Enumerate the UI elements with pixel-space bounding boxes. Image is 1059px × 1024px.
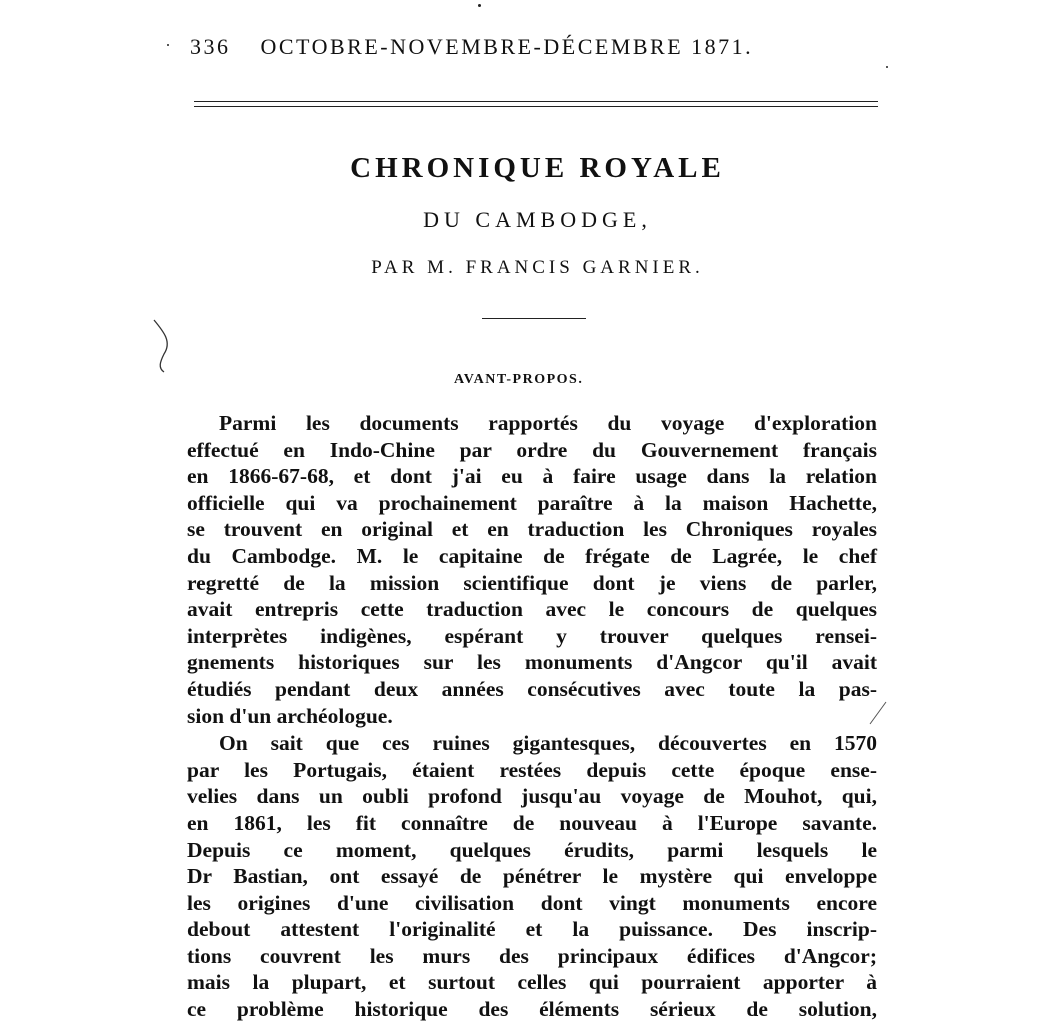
- article-body: [187, 410, 877, 1023]
- text-line: en 1861, les fit connaître de nouveau à l'Europe savante.: [187, 810, 877, 835]
- scan-margin-mark: [866, 700, 888, 726]
- running-title: OCTOBRE-NOVEMBRE-DÉCEMBRE 1871.: [260, 34, 754, 59]
- text-line: gnements historiques sur les monuments d'Angcor qu'il avait: [187, 650, 877, 675]
- text-line: Dr Bastian, ont essayé de pénétrer le mystère qui enveloppe: [187, 864, 877, 889]
- text-line: par les Portugais, étaient restées depuis cette époque ense-: [187, 757, 877, 782]
- text-line: velies dans un oubli profond jusqu'au voyage de Mouhot, qui,: [187, 784, 877, 809]
- text-line: debout attestent l'originalité et la puissance. Des inscrip-: [187, 917, 877, 942]
- text-line: On sait que ces ruines gigantesques, découvertes en 1570: [219, 731, 877, 756]
- text-line: tions couvrent les murs des principaux édifices d'Angcor;: [187, 943, 877, 968]
- text-line: mais la plupart, et surtout celles qui pourraient apporter à: [187, 970, 877, 995]
- text-line: en 1866-67-68, et dont j'ai eu à faire usage dans la relation: [187, 464, 877, 489]
- running-header: [190, 34, 753, 60]
- text-line: regretté de la mission scientifique dont je viens de parler,: [187, 570, 877, 595]
- text-line: interprètes indigènes, espérant y trouver quelques rensei-: [187, 623, 877, 648]
- text-line: Parmi les documents rapportés du voyage d'exploration: [219, 411, 877, 435]
- title-separator-rule: [482, 318, 586, 319]
- article-subtitle: DU CAMBODGE,: [423, 207, 652, 232]
- text-line: Depuis ce moment, quelques érudits, parmi lesquels le: [187, 837, 877, 862]
- text-line: les origines d'une civilisation dont vingt monuments encore: [187, 890, 877, 915]
- text-line: ce problème historique des éléments sérieux de solution,: [187, 997, 877, 1022]
- scan-speck: [167, 44, 169, 46]
- text-line: avait entrepris cette traduction avec le concours de quelques: [187, 597, 877, 622]
- paragraph-2: [187, 730, 877, 1023]
- text-line: officielle qui va prochainement paraître à la maison Hachette,: [187, 490, 877, 515]
- article-title: CHRONIQUE ROYALE: [350, 152, 725, 184]
- scan-margin-mark: [150, 318, 180, 374]
- text-line: effectué en Indo-Chine par ordre du Gouvernement français: [187, 437, 877, 462]
- page-number: 336: [190, 34, 231, 59]
- text-line: étudiés pendant deux années consécutives avec toute la pas-: [187, 676, 877, 701]
- text-line: sion d'un archéologue.: [187, 703, 393, 728]
- header-double-rule: [194, 101, 878, 107]
- paragraph-1: [187, 410, 877, 729]
- scan-speck: [886, 66, 888, 68]
- text-line: du Cambodge. M. le capitaine de frégate de Lagrée, le chef: [187, 543, 877, 568]
- article-author: PAR M. FRANCIS GARNIER.: [371, 257, 704, 278]
- text-line: se trouvent en original et en traduction les Chroniques royales: [187, 517, 877, 542]
- scan-speck: [478, 4, 481, 7]
- section-heading: AVANT-PROPOS.: [454, 372, 584, 387]
